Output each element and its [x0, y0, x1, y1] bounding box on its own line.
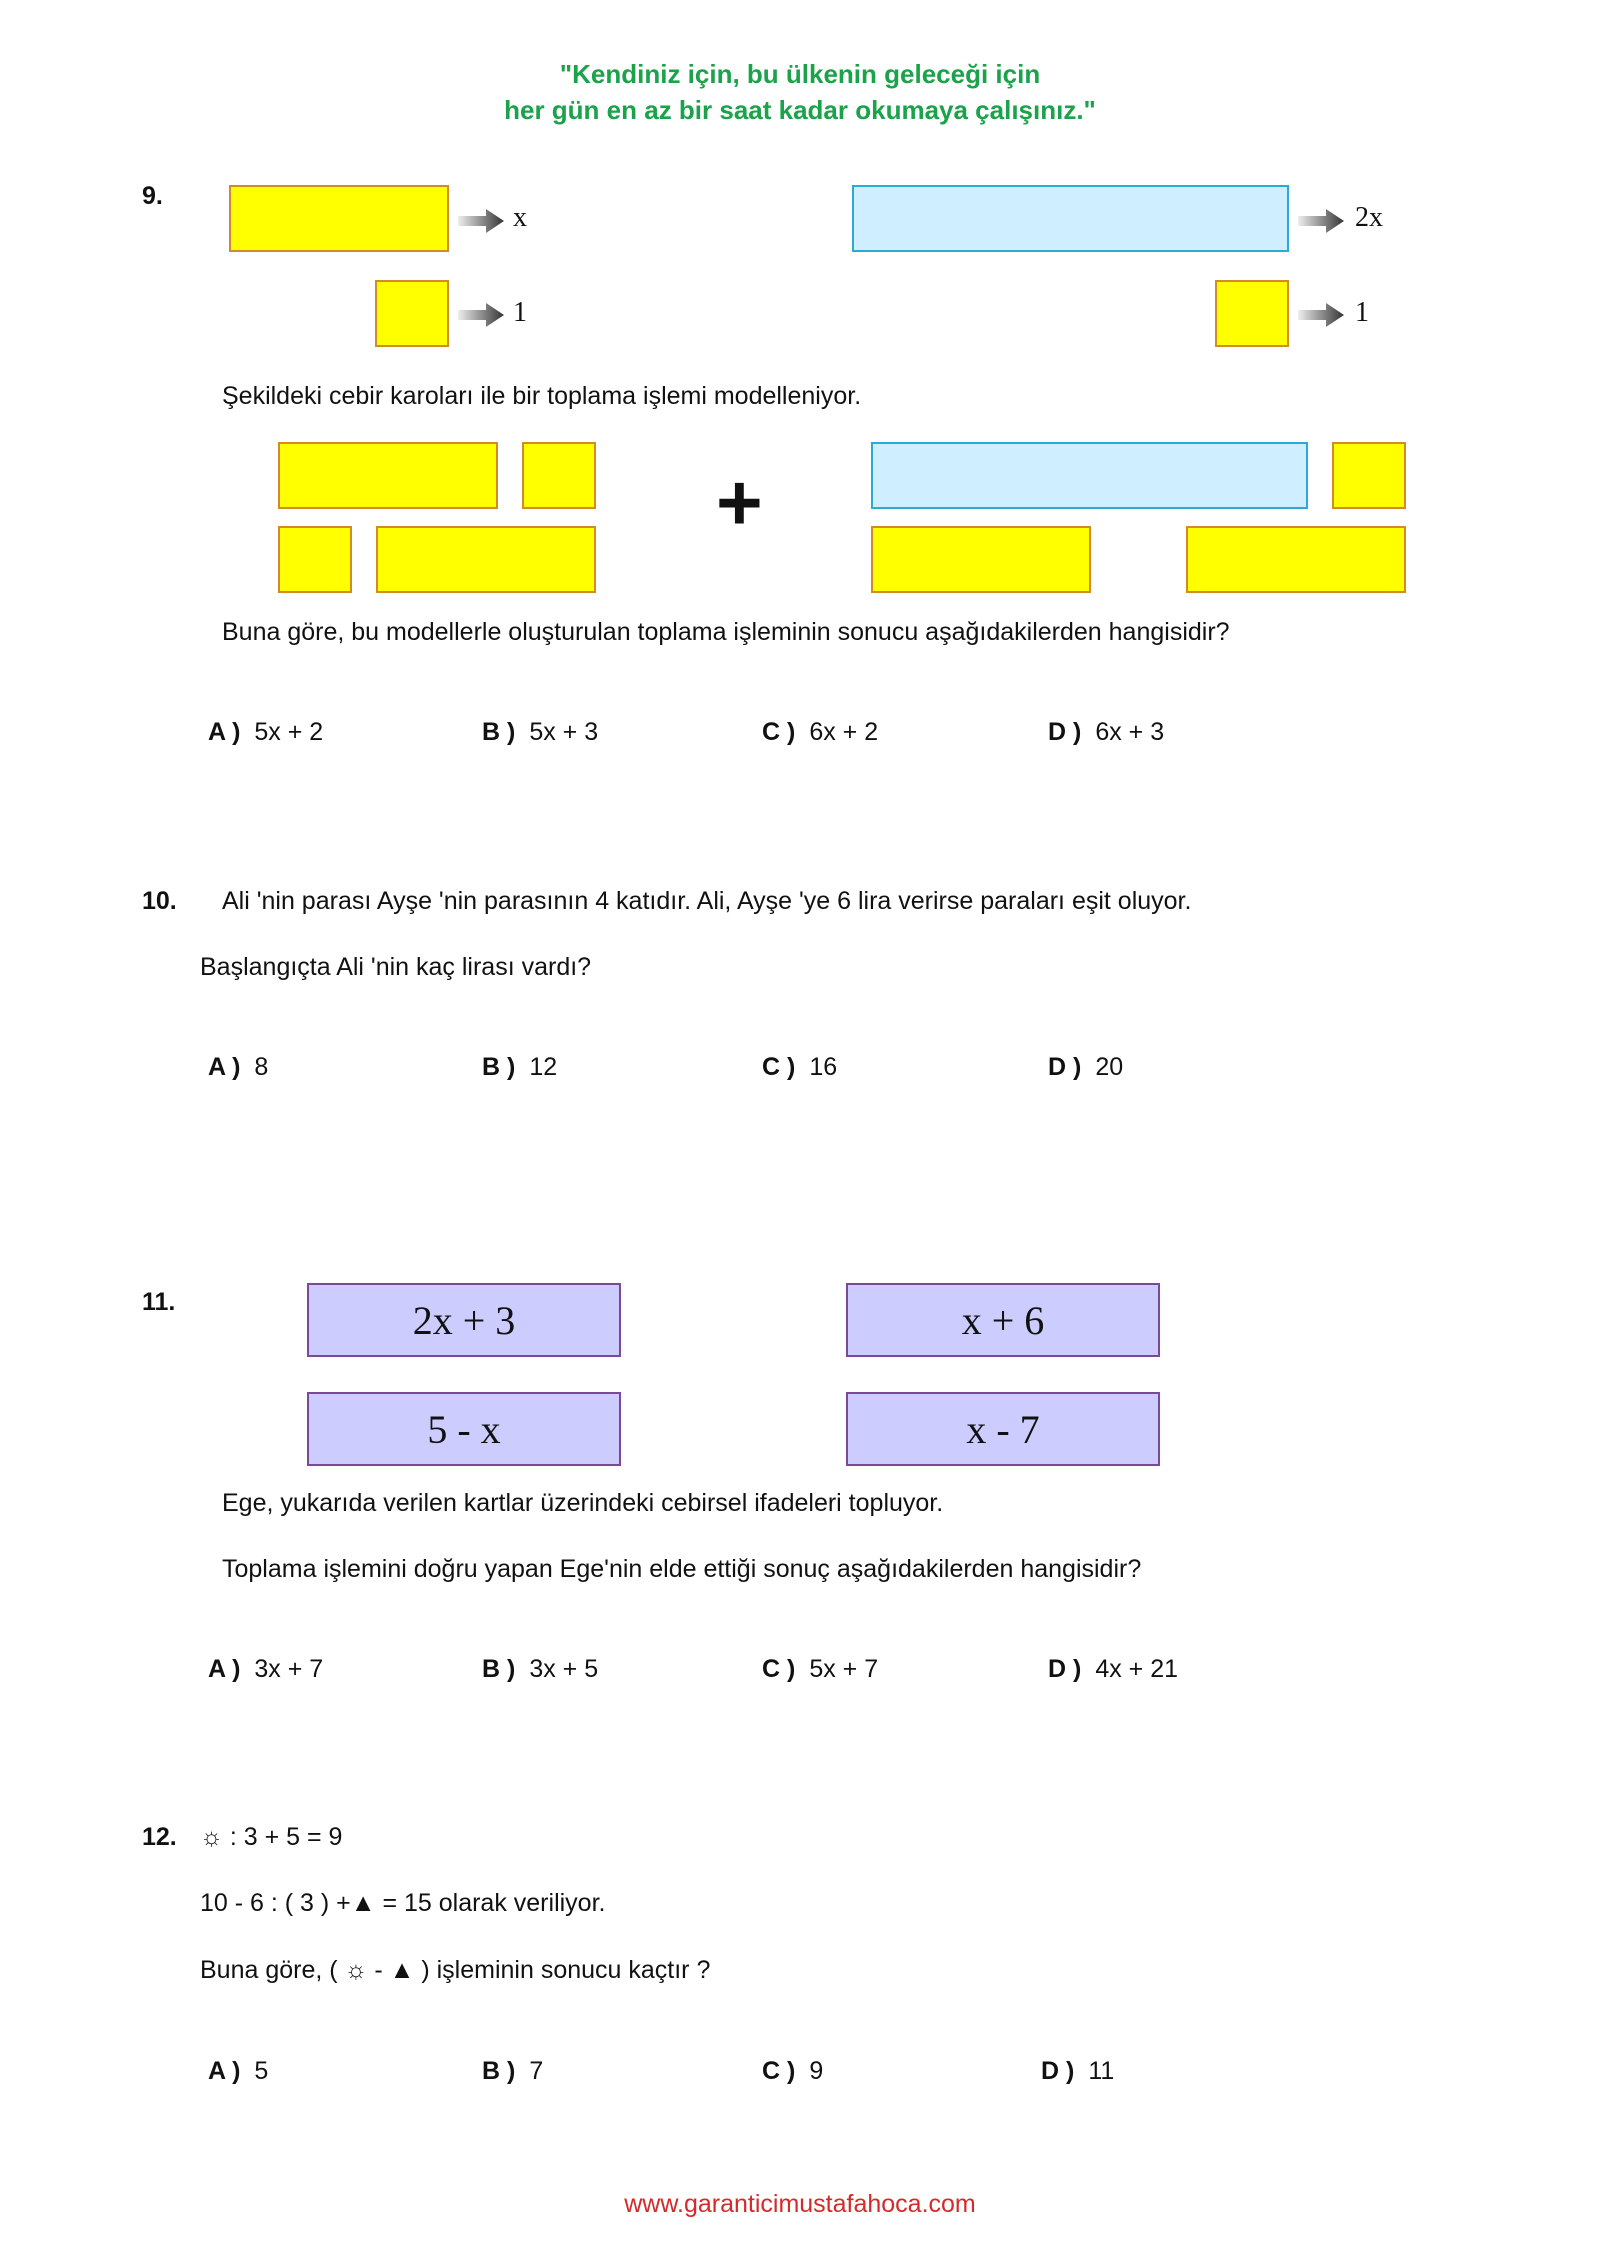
- model-tile-x: [871, 526, 1091, 593]
- arrow-right-icon: [1298, 303, 1344, 327]
- option-value: 7: [529, 2057, 544, 2085]
- option-letter: D ): [1048, 718, 1082, 746]
- tile-one-legend-right: [1215, 280, 1289, 347]
- question-9-text-2: Buna göre, bu modellerle oluşturulan toplama işleminin sonucu aşağıdakilerden hangisidir?: [222, 618, 1230, 646]
- tile-2x-legend: [852, 185, 1289, 252]
- option-value: 3x + 5: [529, 1655, 599, 1683]
- option-value: 6x + 3: [1095, 718, 1165, 746]
- expression-card: x - 7: [846, 1392, 1160, 1466]
- option-letter: C ): [762, 1655, 796, 1683]
- model-tile-x: [1186, 526, 1406, 593]
- option-letter: A ): [208, 2057, 241, 2085]
- option-letter: C ): [762, 718, 796, 746]
- model-tile-one: [522, 442, 596, 509]
- model-tile-x: [278, 442, 498, 509]
- option-value: 11: [1088, 2057, 1115, 2085]
- option-letter: D ): [1048, 1053, 1082, 1081]
- option-letter: C ): [762, 2057, 796, 2085]
- plus-sign: +: [716, 458, 763, 547]
- option-letter: B ): [482, 1053, 516, 1081]
- question-12-line-1: ☼ : 3 + 5 = 9: [200, 1823, 343, 1851]
- q10-option-d[interactable]: [1048, 1053, 1123, 1082]
- option-value: 8: [254, 1053, 269, 1081]
- arrow-right-icon: [1298, 209, 1344, 233]
- question-11-text-1: Ege, yukarıda verilen kartlar üzerindeki cebirsel ifadeleri topluyor.: [222, 1489, 944, 1517]
- expression-card: 2x + 3: [307, 1283, 621, 1357]
- footer-link[interactable]: www.garanticimustafahoca.com: [624, 2190, 976, 2218]
- q12-option-b[interactable]: [482, 2057, 543, 2086]
- option-letter: A ): [208, 1655, 241, 1683]
- option-letter: B ): [482, 2057, 516, 2085]
- question-10-text-2: Başlangıçta Ali 'nin kaç lirası vardı?: [200, 953, 592, 981]
- expression-card: 5 - x: [307, 1392, 621, 1466]
- model-tile-one: [278, 526, 352, 593]
- header-line-1: "Kendiniz için, bu ülkenin geleceği için: [559, 59, 1041, 89]
- option-letter: A ): [208, 1053, 241, 1081]
- q10-option-b[interactable]: [482, 1053, 557, 1082]
- label-one-right: 1: [1355, 297, 1369, 328]
- q10-option-a[interactable]: [208, 1053, 268, 1082]
- model-tile-one: [1332, 442, 1406, 509]
- question-9-text-1: Şekildeki cebir karoları ile bir toplama işlemi modelleniyor.: [222, 382, 862, 410]
- option-letter: A ): [208, 718, 241, 746]
- q10-option-c[interactable]: [762, 1053, 837, 1082]
- option-letter: B ): [482, 1655, 516, 1683]
- label-x: x: [513, 202, 527, 233]
- expression-card: x + 6: [846, 1283, 1160, 1357]
- option-value: 5x + 7: [809, 1655, 879, 1683]
- question-10-text-1: Ali 'nin parası Ayşe 'nin parasının 4 katıdır. Ali, Ayşe 'ye 6 lira verirse paraları eşit oluyor.: [222, 887, 1192, 915]
- option-value: 3x + 7: [254, 1655, 324, 1683]
- option-letter: C ): [762, 1053, 796, 1081]
- question-12-line-3: Buna göre, ( ☼ - ▲ ) işleminin sonucu kaçtır ?: [200, 1956, 711, 1984]
- model-tile-x: [376, 526, 596, 593]
- option-letter: D ): [1041, 2057, 1075, 2085]
- question-9-number: 9.: [142, 182, 163, 210]
- question-11-text-2: Toplama işlemini doğru yapan Ege'nin elde ettiği sonuç aşağıdakilerden hangisidir?: [222, 1555, 1142, 1583]
- q11-option-b[interactable]: [482, 1655, 598, 1684]
- arrow-right-icon: [458, 303, 504, 327]
- q11-option-a[interactable]: [208, 1655, 323, 1684]
- tile-x-legend: [229, 185, 449, 252]
- question-10-number: 10.: [142, 887, 177, 915]
- option-letter: B ): [482, 718, 516, 746]
- option-value: 6x + 2: [809, 718, 879, 746]
- q11-option-d[interactable]: [1048, 1655, 1178, 1684]
- option-value: 5x + 3: [529, 718, 599, 746]
- option-value: 4x + 21: [1095, 1655, 1179, 1683]
- q12-option-c[interactable]: [762, 2057, 823, 2086]
- option-value: 12: [529, 1053, 558, 1081]
- q11-option-c[interactable]: [762, 1655, 878, 1684]
- q12-option-a[interactable]: [208, 2057, 268, 2086]
- q9-option-b[interactable]: [482, 718, 598, 747]
- question-11-number: 11.: [142, 1288, 176, 1316]
- q9-option-c[interactable]: [762, 718, 878, 747]
- q9-option-d[interactable]: [1048, 718, 1164, 747]
- question-12-number: 12.: [142, 1823, 177, 1851]
- option-value: 5: [254, 2057, 269, 2085]
- option-value: 16: [809, 1053, 838, 1081]
- arrow-right-icon: [458, 209, 504, 233]
- header-line-2: her gün en az bir saat kadar okumaya çalışınız.": [504, 95, 1096, 125]
- label-one: 1: [513, 297, 527, 328]
- model-tile-2x: [871, 442, 1308, 509]
- question-12-line-2: 10 - 6 : ( 3 ) +▲ = 15 olarak veriliyor.: [200, 1889, 606, 1917]
- tile-one-legend: [375, 280, 449, 347]
- q12-option-d[interactable]: [1041, 2057, 1114, 2086]
- option-value: 9: [809, 2057, 824, 2085]
- header-quote: [0, 56, 1600, 128]
- label-2x: 2x: [1355, 202, 1383, 233]
- q9-option-a[interactable]: [208, 718, 323, 747]
- option-letter: D ): [1048, 1655, 1082, 1683]
- option-value: 20: [1095, 1053, 1124, 1081]
- option-value: 5x + 2: [254, 718, 324, 746]
